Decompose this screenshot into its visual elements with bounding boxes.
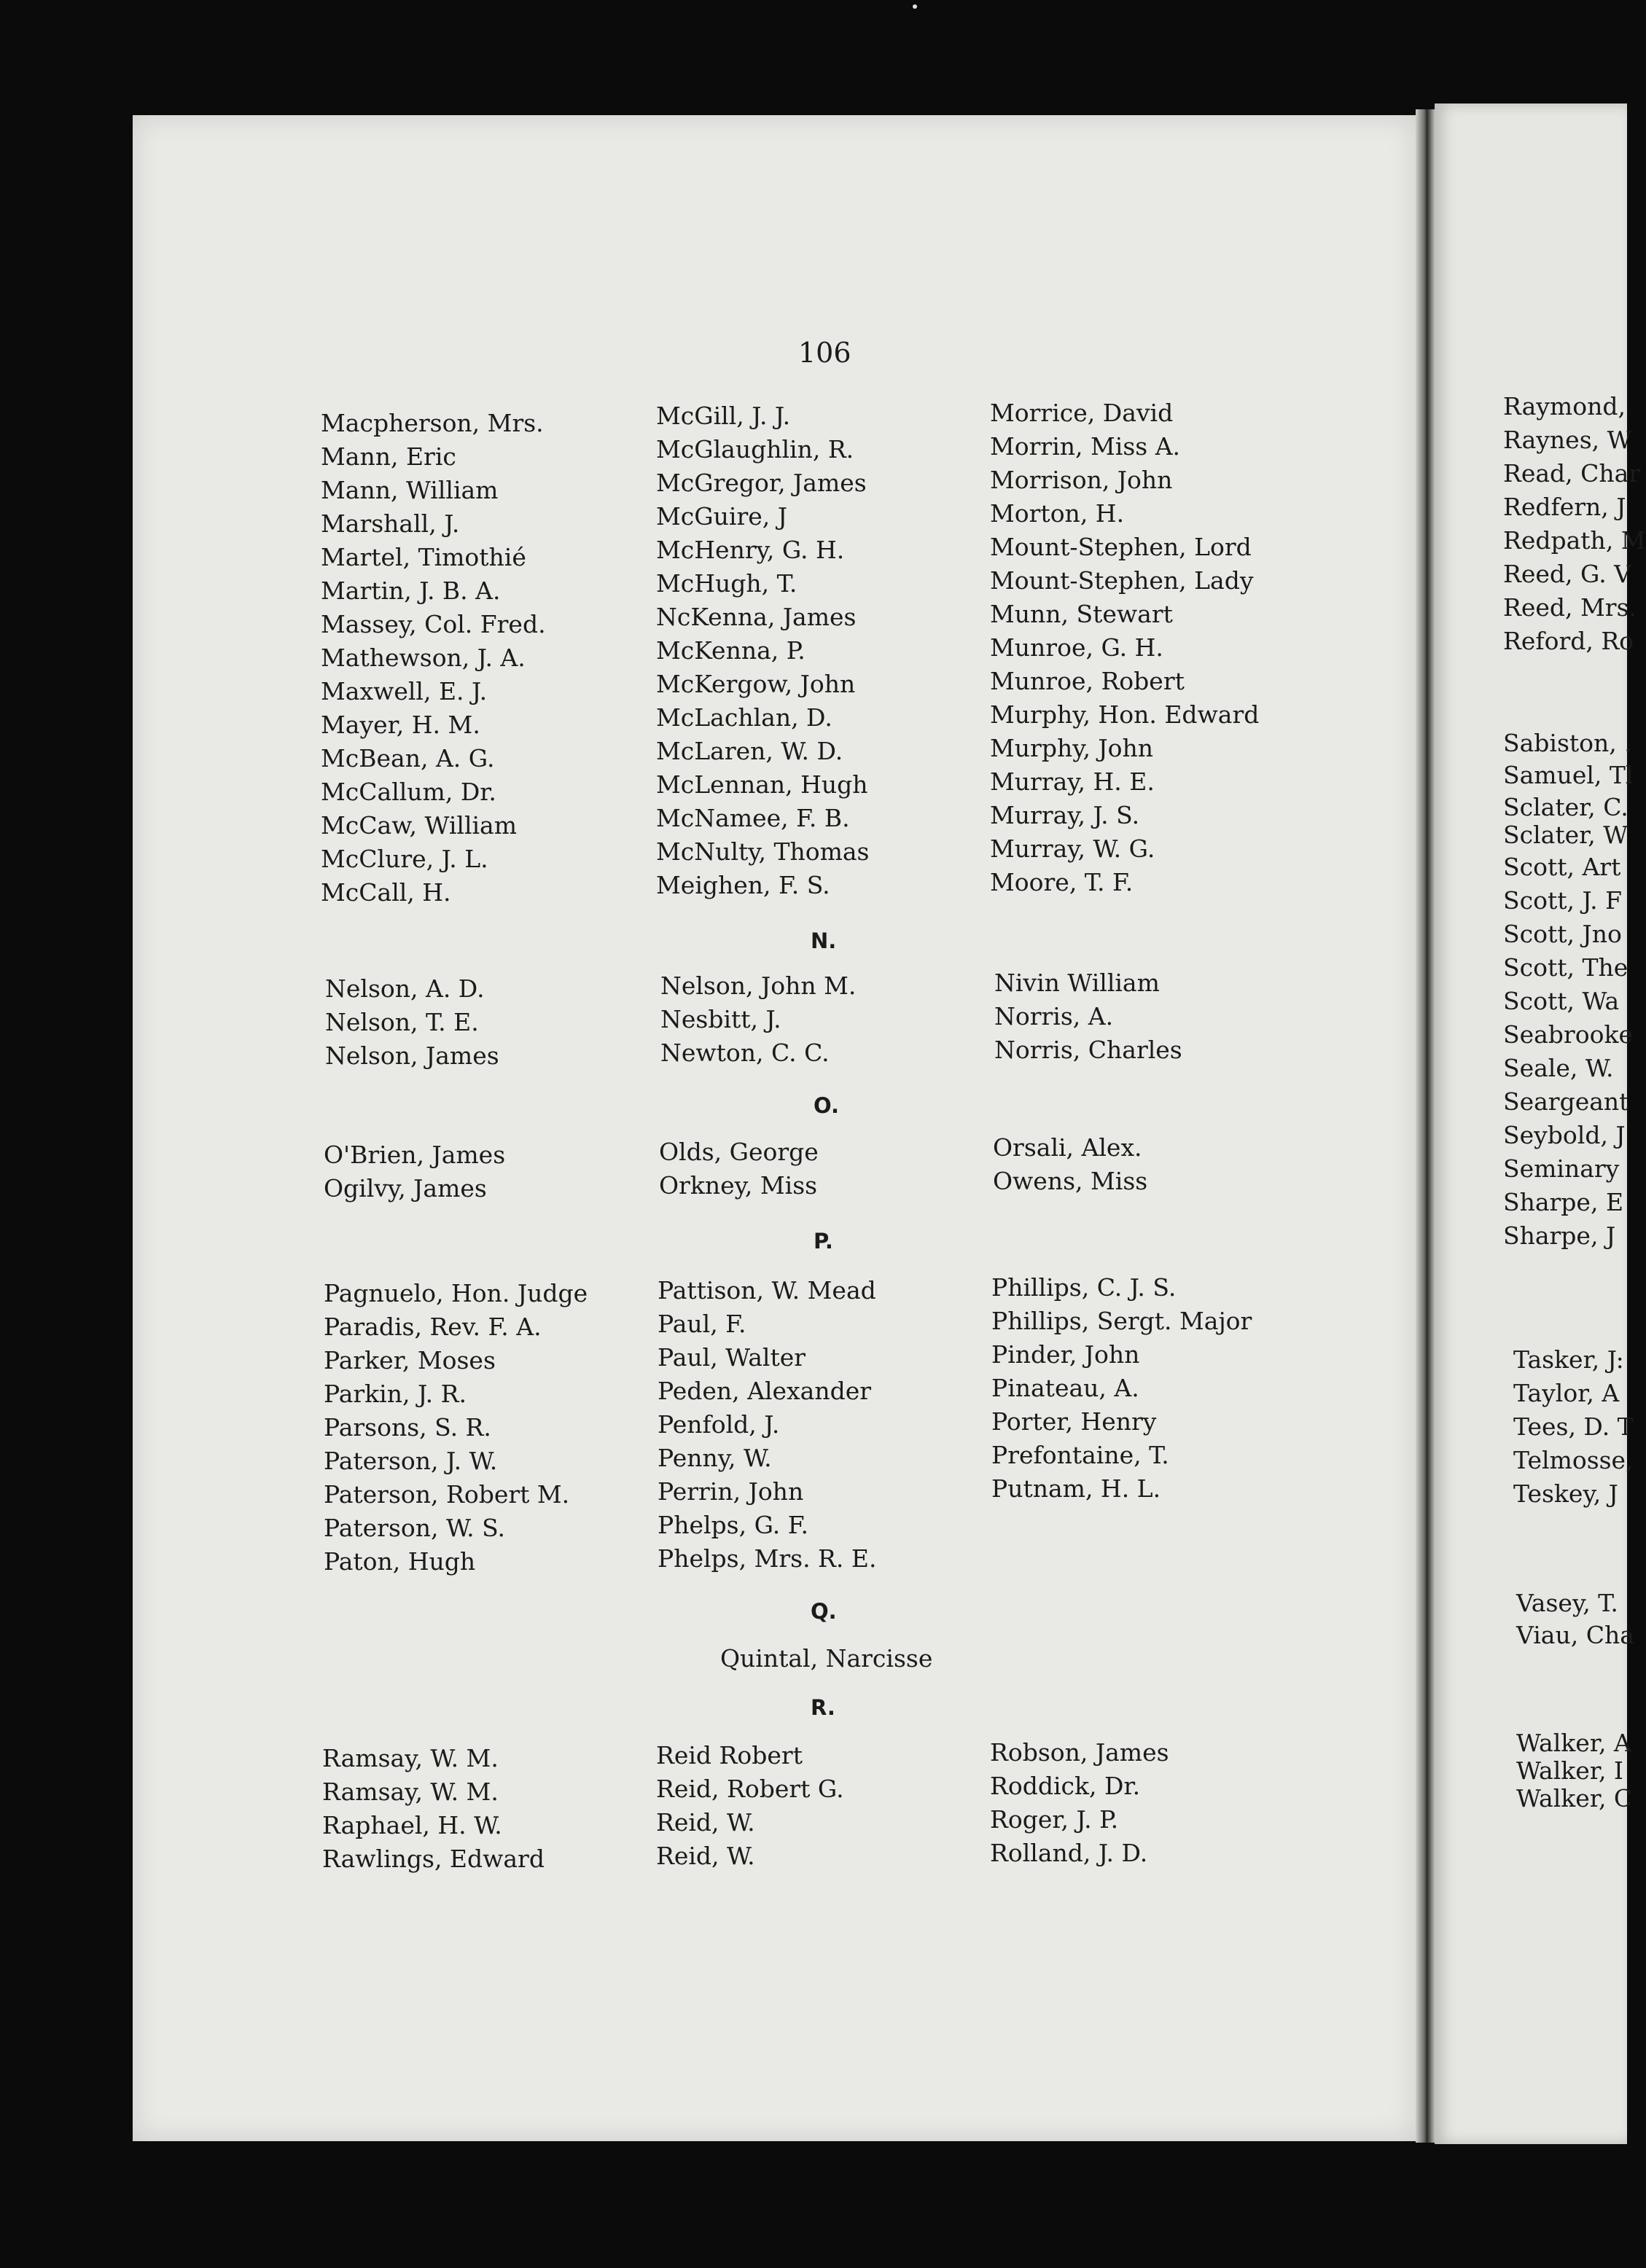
list-item: McCallum, Dr. (321, 778, 496, 806)
list-item: McLennan, Hugh (656, 770, 868, 799)
list-item: Parker, Moses (324, 1346, 496, 1375)
column-2 (656, 1739, 844, 1873)
fragment: Seale, W. (1503, 1054, 1614, 1082)
list-item: McKergow, John (656, 670, 856, 698)
list-item: Morton, H. (990, 499, 1125, 528)
list-item: Munroe, G. H. (990, 633, 1163, 662)
list-item: Moore, T. F. (990, 868, 1134, 896)
column-1 (322, 1742, 545, 1876)
fragment: Sclater, C. (1503, 793, 1629, 821)
list-item: Marshall, J. (321, 509, 460, 538)
column-3 (991, 1271, 1252, 1506)
list-item: Paul, F. (658, 1310, 746, 1338)
list-item: Murray, H. E. (990, 767, 1155, 796)
fragment: Scott, Wa (1503, 987, 1620, 1015)
fragment: Sharpe, E (1503, 1188, 1624, 1216)
fragment: Redfern, J (1503, 493, 1626, 521)
list-item: Newton, C. C. (660, 1039, 830, 1067)
fragment: Viau, Cha (1516, 1621, 1634, 1649)
fragment: Taylor, A (1513, 1379, 1620, 1407)
list-item: Morrison, John (990, 466, 1173, 494)
list-item: Orkney, Miss (659, 1171, 818, 1200)
list-item: Nelson, T. E. (325, 1008, 479, 1036)
list-item: Murray, W. G. (990, 834, 1155, 863)
list-item: McHenry, G. H. (656, 536, 845, 564)
column-1 (321, 407, 546, 910)
list-item: Peden, Alexander (658, 1377, 872, 1405)
scan-speck (913, 4, 917, 9)
next-page-clip (1503, 0, 1646, 2268)
list-item: Munn, Stewart (990, 600, 1173, 628)
fragment: Sabiston, . (1503, 729, 1632, 757)
fragment: Sclater, W (1503, 821, 1629, 849)
list-item: Norris, A. (994, 1002, 1114, 1031)
section-letter-r: R. (811, 1695, 835, 1720)
fragment: Scott, Art (1503, 853, 1621, 881)
list-item: Reid, W. (656, 1842, 755, 1870)
list-item: Reid, W. (656, 1808, 755, 1837)
list-item: Reid, Robert G. (656, 1775, 844, 1803)
list-item: Mount-Stephen, Lady (990, 566, 1254, 595)
list-item: Paul, Walter (658, 1343, 806, 1372)
list-item: Roddick, Dr. (990, 1772, 1141, 1800)
list-item: Phelps, G. F. (658, 1511, 808, 1539)
list-item: McGregor, James (656, 469, 867, 497)
list-item: Munroe, Robert (990, 667, 1185, 695)
page-number: 106 (798, 337, 851, 369)
list-item: Parkin, J. R. (324, 1380, 467, 1408)
column-1 (324, 1277, 588, 1579)
section-letter-p: P. (814, 1229, 833, 1254)
fragment: Walker, I (1516, 1756, 1623, 1785)
list-item: NcKenna, James (656, 603, 857, 631)
column-3 (993, 1131, 1147, 1198)
list-item: Macpherson, Mrs. (321, 409, 544, 437)
fragment: Reed, Mrs. (1503, 593, 1637, 622)
fragment: Seybold, J (1503, 1121, 1626, 1149)
list-item: Pinder, John (991, 1340, 1140, 1369)
section-letter-o: O. (814, 1093, 840, 1118)
list-item: Norris, Charles (994, 1036, 1182, 1064)
list-item: Penny, W. (658, 1444, 772, 1472)
list-item: Paterson, W. S. (324, 1514, 506, 1542)
list-item: Pagnuelo, Hon. Judge (324, 1279, 588, 1307)
list-item: Rawlings, Edward (322, 1845, 545, 1873)
list-item: Phillips, Sergt. Major (991, 1307, 1252, 1335)
list-item: Pattison, W. Mead (658, 1276, 876, 1305)
list-item: Parsons, S. R. (324, 1413, 491, 1442)
fragment: Vasey, T. (1516, 1589, 1618, 1617)
fragment: Walker, C (1516, 1784, 1633, 1813)
fragment: Scott, J. F (1503, 886, 1623, 915)
fragment: Sharpe, J (1503, 1221, 1616, 1250)
list-item: Owens, Miss (993, 1167, 1148, 1195)
fragment: Teskey, J (1513, 1479, 1618, 1508)
list-item: McLaren, W. D. (656, 737, 843, 765)
list-item: Paradis, Rev. F. A. (324, 1313, 542, 1341)
list-item: McNamee, F. B. (656, 804, 850, 832)
list-item: Penfold, J. (658, 1410, 780, 1439)
book-gutter (1416, 109, 1435, 2143)
list-item: McCall, H. (321, 878, 451, 907)
list-item: Morrin, Miss A. (990, 432, 1181, 461)
list-item: Ramsay, W. M. (322, 1744, 499, 1772)
list-item: Raphael, H. W. (322, 1811, 502, 1839)
fragment: Reed, G. V (1503, 560, 1632, 588)
column-3 (990, 1736, 1169, 1870)
list-item: Roger, J. P. (990, 1805, 1119, 1834)
fragment: Seargeant (1503, 1087, 1629, 1116)
list-item: Paton, Hugh (324, 1547, 476, 1576)
list-item: Martel, Timothié (321, 543, 526, 571)
list-item: Nivin William (994, 969, 1160, 997)
list-item: McLachlan, D. (656, 703, 832, 732)
fragment: Redpath, M (1503, 526, 1646, 555)
list-item: Nesbitt, J. (660, 1005, 781, 1033)
column-1 (325, 972, 499, 1073)
list-item: Maxwell, E. J. (321, 677, 488, 705)
fragment: Tees, D. T (1513, 1412, 1634, 1441)
fragment: Tasker, J: (1513, 1345, 1624, 1374)
list-item: Olds, George (659, 1138, 819, 1166)
list-item: Paterson, J. W. (324, 1447, 498, 1475)
fragment: Seminary (1503, 1154, 1620, 1183)
list-item: McGuire, J (656, 502, 787, 531)
list-item: McHugh, T. (656, 569, 797, 598)
fragment: Seabrooke (1503, 1020, 1633, 1049)
list-item: Reid Robert (656, 1741, 803, 1770)
list-item: Prefontaine, T. (991, 1441, 1169, 1469)
list-item: Mayer, H. M. (321, 711, 480, 739)
list-item: McCaw, William (321, 811, 518, 840)
list-item: McGlaughlin, R. (656, 435, 854, 464)
list-item: Perrin, John (658, 1477, 804, 1506)
fragment: Read, Char (1503, 459, 1641, 488)
fragment: Raynes, W (1503, 426, 1632, 454)
column-1 (324, 1138, 505, 1205)
fragment: Scott, The (1503, 953, 1629, 982)
fragment: Walker, A (1516, 1729, 1631, 1757)
list-item: Robson, James (990, 1738, 1169, 1767)
list-item: Murphy, John (990, 734, 1154, 762)
list-item: McGill, J. J. (656, 402, 791, 430)
list-item: Orsali, Alex. (993, 1133, 1142, 1162)
list-item: Porter, Henry (991, 1407, 1157, 1436)
fragment: Reford, Ro (1503, 627, 1634, 655)
list-item: Pinateau, A. (991, 1374, 1139, 1402)
list-item: Phelps, Mrs. R. E. (658, 1544, 877, 1573)
list-item: Nelson, John M. (660, 971, 857, 1000)
list-item: McBean, A. G. (321, 744, 495, 773)
list-item: Murray, J. S. (990, 801, 1140, 829)
list-item: Mathewson, J. A. (321, 644, 526, 672)
list-item: O'Brien, James (324, 1141, 506, 1169)
list-item: Paterson, Robert M. (324, 1480, 570, 1509)
list-item: Nelson, James (325, 1041, 499, 1070)
list-item: Meighen, F. S. (656, 871, 830, 899)
list-item: McNulty, Thomas (656, 837, 870, 866)
fragment: Samuel, Tl (1503, 761, 1634, 789)
list-item: Putnam, H. L. (991, 1474, 1161, 1503)
list-item: McClure, J. L. (321, 845, 488, 873)
fragment: Scott, Jno (1503, 920, 1622, 948)
column-2 (660, 969, 856, 1070)
fragment: Telmosse, (1513, 1446, 1634, 1474)
fragment: Raymond, (1503, 392, 1626, 421)
list-item: Morrice, David (990, 399, 1174, 427)
list-item: McKenna, P. (656, 636, 806, 665)
column-2 (658, 1274, 876, 1576)
list-item: Mann, Eric (321, 442, 456, 471)
section-letter-n: N. (811, 928, 837, 953)
column-2 (656, 399, 870, 902)
list-item: Nelson, A. D. (325, 974, 485, 1003)
list-item: Ogilvy, James (324, 1174, 487, 1203)
column-3 (994, 966, 1182, 1067)
list-item: Ramsay, W. M. (322, 1778, 499, 1806)
list-item: Murphy, Hon. Edward (990, 700, 1260, 729)
list-item: Phillips, C. J. S. (991, 1273, 1177, 1302)
list-item: Massey, Col. Fred. (321, 610, 546, 638)
list-item: Mann, William (321, 476, 499, 504)
list-item: Mount-Stephen, Lord (990, 533, 1252, 561)
list-item: Quintal, Narcisse (720, 1644, 933, 1673)
column-2 (659, 1135, 819, 1203)
list-item: Rolland, J. D. (990, 1839, 1148, 1867)
column-3 (990, 396, 1259, 899)
list-item: Martin, J. B. A. (321, 576, 501, 605)
section-letter-q: Q. (811, 1599, 837, 1624)
